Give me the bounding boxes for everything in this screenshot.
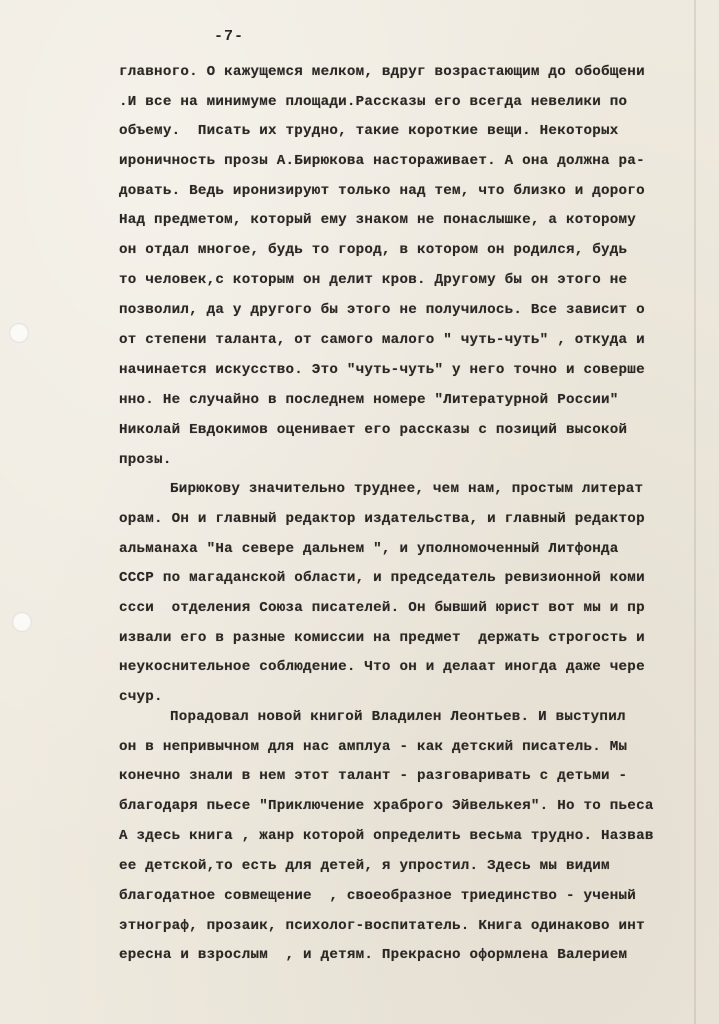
text-line: Бирюкову значительно труднее, чем нам, простым литерат — [170, 481, 644, 497]
text-line: прозы. — [119, 452, 172, 468]
text-line: от степени таланта, от самого малого " чуть-чуть" , откуда и — [119, 332, 645, 348]
text-line: счур. — [119, 689, 163, 705]
text-line: нно. Не случайно в последнем номере "Литературной России" — [119, 392, 619, 408]
text-line: объему. Писать их трудно, такие короткие вещи. Некоторых — [119, 123, 619, 139]
text-line: Порадовал новой книгой Владилен Леонтьев. И выступил — [170, 709, 626, 725]
text-line: начинается искусство. Это "чуть-чуть" у него точно и соверше — [119, 362, 645, 378]
punch-hole-lower — [12, 612, 32, 632]
text-line: альманаха "На севере дальнем ", и уполномоченный Литфонда — [119, 541, 619, 557]
text-line: Над предметом, который ему знаком не понаслышке, а которому — [119, 212, 637, 228]
text-line: главного. О кажущемся мелком, вдруг возрастающим до обобщени — [119, 64, 645, 80]
text-line: довать. Ведь иронизируют только над тем, что близко и дорого — [119, 183, 645, 199]
text-line: извали его в разные комиссии на предмет держать строгость и — [119, 630, 645, 646]
text-line: Николай Евдокимов оценивает его рассказы с позиций высокой — [119, 422, 628, 438]
text-line: он в непривычном для нас амплуа - как детский писатель. Мы — [119, 739, 628, 755]
text-line: этнограф, прозаик, психолог-воспитатель. Книга одинаково инт — [119, 918, 645, 934]
text-line: орам. Он и главный редактор издательства, и главный редактор — [119, 511, 645, 527]
text-line: то человек,с которым он делит кров. Другому бы он этого не — [119, 272, 628, 288]
punch-hole-upper — [9, 323, 29, 343]
text-line: ее детской,то есть для детей, я упростил. Здесь мы видим — [119, 858, 610, 874]
text-line: ересна и взрослым , и детям. Прекрасно оформлена Валерием — [119, 947, 628, 963]
text-line: благодаря пьесе "Приключение храброго Эйвелькея". Но то пьеса — [119, 798, 654, 814]
text-line: ироничность прозы А.Бирюкова настораживает. А она должна ра- — [119, 153, 645, 169]
text-line: А здесь книга , жанр которой определить весьма трудно. Назвав — [119, 828, 654, 844]
page-number: -7- — [214, 28, 245, 45]
text-line: .И все на минимуме площади.Рассказы его всегда невелики по — [119, 94, 628, 110]
page-fold-shadow — [694, 0, 696, 1024]
text-line: позволил, да у другого бы этого не получилось. Все зависит о — [119, 302, 645, 318]
text-line: благодатное совмещение , своеобразное триединство - ученый — [119, 888, 637, 904]
text-line: конечно знали в нем этот талант - разговаривать с детьми - — [119, 768, 628, 784]
text-line: он отдал многое, будь то город, в котором он родился, будь — [119, 242, 628, 258]
text-line: СССР по магаданской области, и председатель ревизионной коми — [119, 570, 645, 586]
text-line: ссси отделения Союза писателей. Он бывший юрист вот мы и пр — [119, 600, 645, 616]
text-line: неукоснительное соблюдение. Что он и делаат иногда даже чере — [119, 659, 645, 675]
